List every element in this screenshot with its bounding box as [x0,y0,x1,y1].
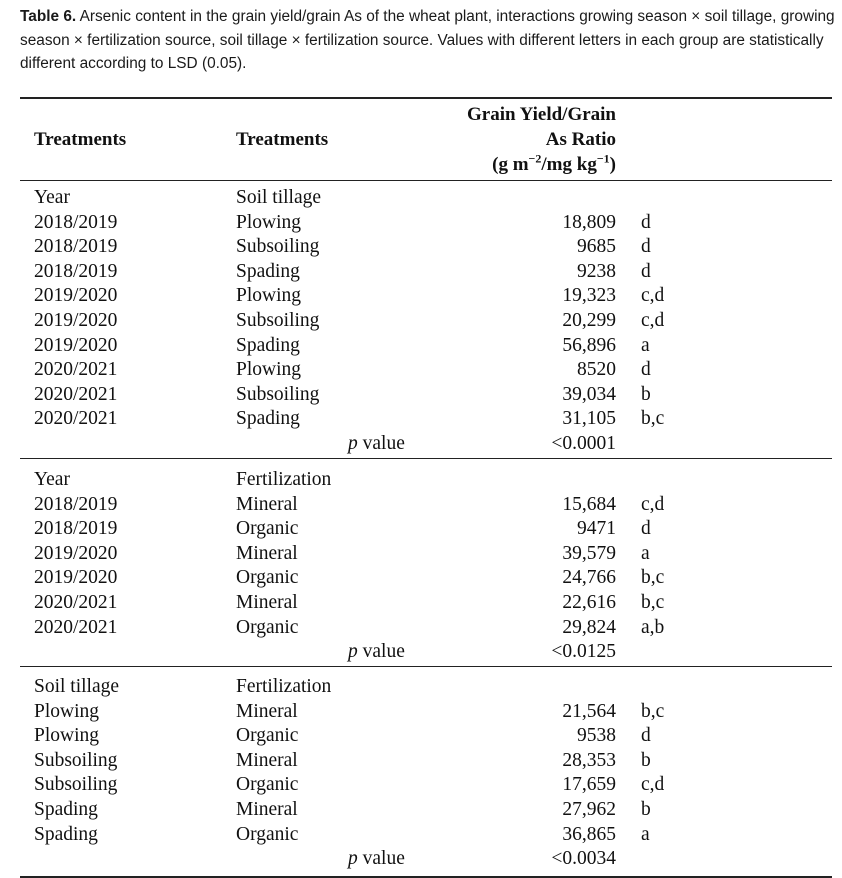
row-factor-b: Plowing [236,211,302,233]
row-factor-b: Mineral [236,749,298,771]
row-factor-b: Organic [236,823,299,845]
row-value: 29,824 [562,616,616,638]
row-value: 20,299 [562,310,616,331]
row-value: 18,809 [562,211,616,233]
row-factor-b: Mineral [236,592,298,613]
header-treatments-2: Treatments [236,129,329,150]
row-factor-b: Plowing [236,359,302,381]
row-value: 8520 [577,359,616,381]
group-factor-1: Year [34,187,70,208]
row-factor-a: Spading [34,799,98,820]
p-value-label: p value [348,848,405,870]
row-letters: a [641,823,650,845]
row-factor-a: Subsoiling [34,749,118,771]
row-letters: a [641,542,650,564]
row-factor-a: Subsoiling [34,774,118,796]
row-value: 9685 [577,236,616,258]
row-factor-b: Subsoiling [236,310,320,331]
row-factor-a: 2020/2021 [34,359,118,381]
row-letters: b,c [641,700,665,722]
group-factor-1: Year [34,469,70,490]
header-treatments-1: Treatments [34,129,127,150]
row-value: 9238 [577,260,616,282]
row-letters: d [641,518,651,540]
header-ratio-line1: Grain Yield/Grain [466,104,616,125]
row-letters: c,d [641,493,665,515]
caption-label: Table 6. [20,8,77,25]
row-letters: b [641,799,651,820]
row-factor-a: 2019/2020 [34,567,118,589]
group-factor-1: Soil tillage [34,676,120,697]
header-ratio-units: (g $m^{-2}/mg$ $kg^{-1}$) [492,151,616,175]
header-ratio-line2: As Ratio [545,129,616,150]
row-value: 17,659 [562,774,616,796]
row-letters: c,d [641,285,665,307]
row-factor-b: Spading [236,408,300,430]
row-value: 9471 [577,518,616,540]
row-value: 56,896 [562,334,616,356]
row-letters: b [641,749,651,771]
row-factor-a: 2020/2021 [34,616,118,638]
row-factor-a: 2019/2020 [34,310,118,331]
row-factor-b: Organic [236,616,299,638]
group-factor-2: Soil tillage [236,187,322,208]
row-value: 28,353 [562,749,616,771]
row-factor-a: 2019/2020 [34,285,118,307]
row-letters: a,b [641,616,665,638]
row-value: 39,034 [562,383,616,405]
table-top-rule [20,97,832,99]
row-factor-b: Spading [236,260,300,282]
row-factor-a: 2020/2021 [34,383,118,405]
row-letters: b [641,383,651,405]
group-separator-rule [20,458,832,459]
row-letters: b,c [641,592,665,613]
row-factor-b: Organic [236,725,299,747]
row-factor-a: 2020/2021 [34,592,118,613]
row-value: 31,105 [562,408,616,430]
row-value: 39,579 [562,542,616,564]
group-factor-2: Fertilization [236,676,332,697]
row-factor-a: 2020/2021 [34,408,118,430]
row-value: 36,865 [562,823,616,845]
row-letters: d [641,359,651,381]
row-factor-b: Mineral [236,493,298,515]
caption-text: Arsenic content in the grain yield/grain As of the wheat plant, interactions growing season × soil tillage, growing season × fertilization source, soil tillage × fertilization source. Values with different letters in each group are statistically different according to LSD (0.05). [20,8,835,72]
row-factor-b: Mineral [236,700,298,722]
row-factor-b: Organic [236,567,299,589]
row-factor-a: 2019/2020 [34,542,118,564]
row-value: 21,564 [562,700,616,722]
row-letters: c,d [641,310,665,331]
row-letters: d [641,236,651,258]
table-caption [20,5,835,76]
row-letters: c,d [641,774,665,796]
row-factor-a: 2018/2019 [34,493,118,515]
row-factor-b: Mineral [236,542,298,564]
row-value: 22,616 [562,592,616,613]
p-value-label: p value [348,641,405,663]
header-rule [20,180,832,181]
row-factor-b: Subsoiling [236,383,320,405]
group-factor-2: Fertilization [236,469,332,490]
row-letters: d [641,260,651,282]
row-value: 19,323 [562,285,616,307]
p-value: <0.0125 [551,641,616,663]
row-factor-b: Subsoiling [236,236,320,258]
row-factor-b: Plowing [236,285,302,307]
row-letters: b,c [641,408,665,430]
row-factor-b: Spading [236,334,300,356]
row-value: 15,684 [562,493,616,515]
row-factor-a: 2018/2019 [34,518,118,540]
row-factor-b: Organic [236,774,299,796]
row-factor-a: 2019/2020 [34,334,118,356]
row-factor-b: Organic [236,518,299,540]
row-value: 9538 [577,725,616,747]
row-letters: b,c [641,567,665,589]
row-factor-a: 2018/2019 [34,260,118,282]
row-letters: d [641,211,651,233]
p-value: <0.0034 [551,848,616,870]
row-factor-a: 2018/2019 [34,211,118,233]
group-separator-rule [20,666,832,667]
row-letters: a [641,334,650,356]
row-factor-a: Plowing [34,700,100,722]
row-factor-a: 2018/2019 [34,236,118,258]
p-value-label: p value [348,433,405,454]
row-factor-b: Mineral [236,799,298,820]
p-value: <0.0001 [551,433,616,454]
row-value: 24,766 [562,567,616,589]
row-value: 27,962 [562,799,616,820]
row-factor-a: Plowing [34,725,100,747]
row-factor-a: Spading [34,823,98,845]
row-letters: d [641,725,651,747]
